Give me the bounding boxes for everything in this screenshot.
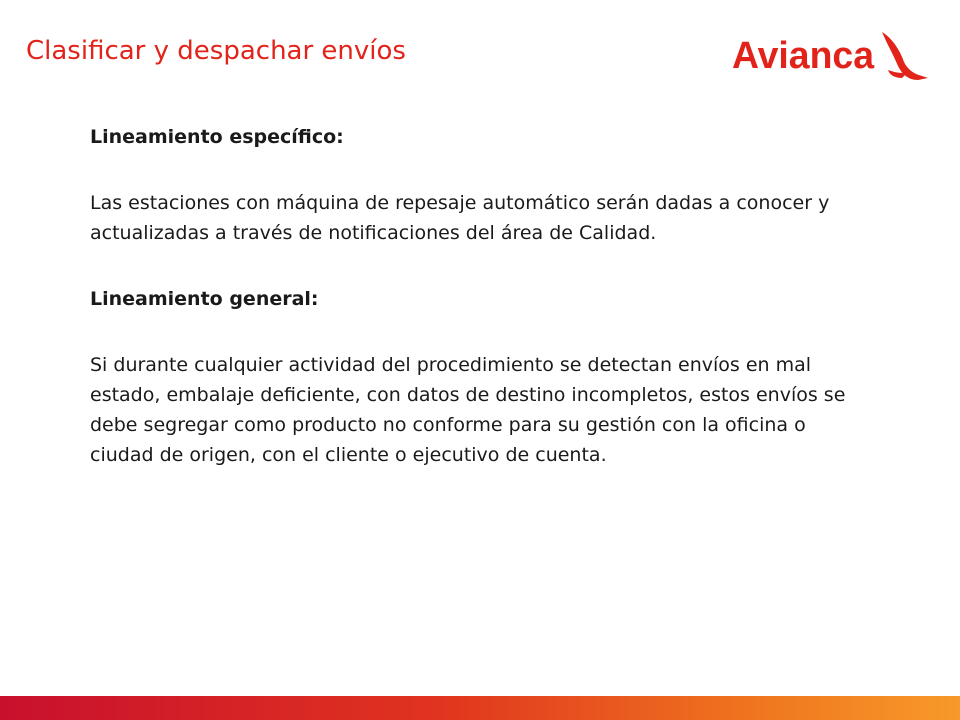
section-heading-specific: Lineamiento específico: [90,126,344,148]
section-heading-general: Lineamiento general: [90,288,319,310]
content-body [90,122,850,470]
logo-wordmark: Avianca [732,35,875,77]
avianca-logo [732,26,928,84]
slide-title: Clasificar y despachar envíos [26,36,406,66]
section-body-general: Si durante cualquier actividad del procedimiento se detectan envíos en mal estado, embalaje deficiente, con datos de destino incompletos, estos envíos se debe segregar como producto no conforme para su gestión con la oficina o ciudad de origen, con el cliente o ejecutivo de cuenta. [90,354,846,466]
section-body-specific: Las estaciones con máquina de repesaje automático serán dadas a conocer y actualizadas a través de notificaciones del área de Calidad. [90,192,830,244]
footer-gradient-bar [0,696,960,720]
